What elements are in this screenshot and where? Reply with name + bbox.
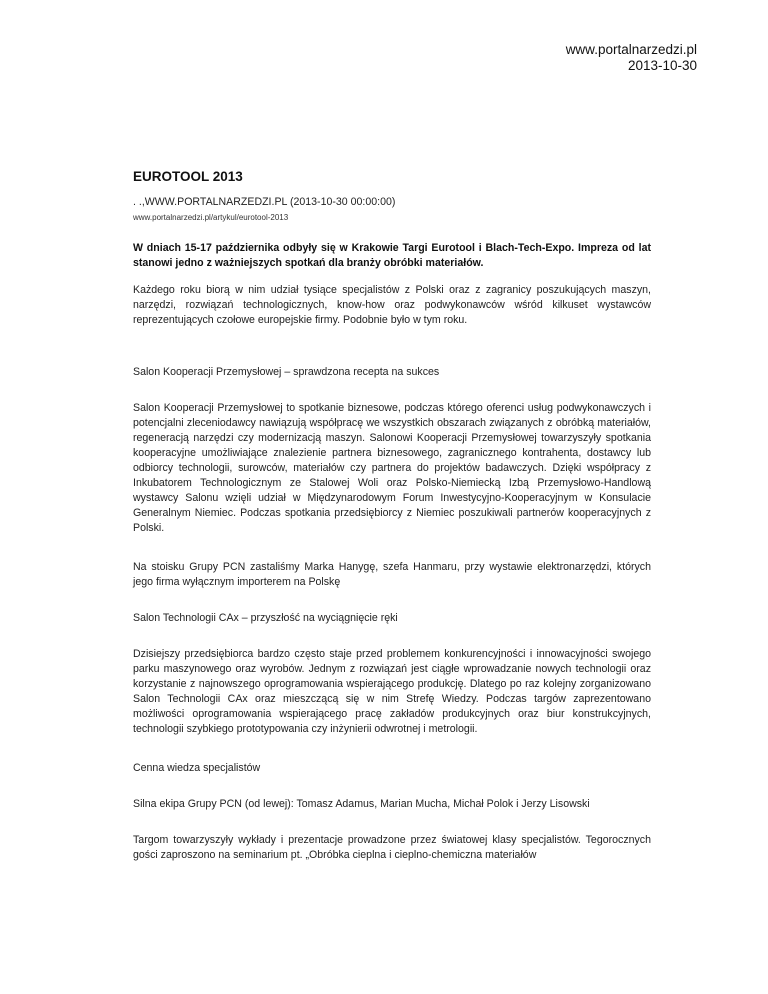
paragraph-6: Targom towarzyszyły wykłady i prezentacje prowadzone przez światowej klasy specjalistów. Tegorocznych gości zaproszono na seminarium pt. „Obróbka cieplna i cieplno-chemiczna materiałów — [133, 834, 651, 861]
header-site: www.portalnarzedzi.pl — [565, 42, 697, 57]
header-date: 2013-10-30 — [627, 58, 697, 73]
article-title: EUROTOOL 2013 — [133, 169, 243, 184]
section-heading-cax: Salon Technologii CAx – przyszłość na wyciągnięcie ręki — [133, 612, 398, 624]
article-lead: W dniach 15-17 października odbyły się w Krakowie Targi Eurotool i Blach-Tech-Expo. Impreza od lat stanowi jedno z ważniejszych spotkań dla branży obróbki materiałów. — [133, 242, 651, 269]
paragraph-5: Silna ekipa Grupy PCN (od lewej): Tomasz Adamus, Marian Mucha, Michał Polok i Jerzy Lisowski — [133, 798, 590, 810]
paragraph-2: Salon Kooperacji Przemysłowej to spotkanie biznesowe, podczas którego oferenci usług podwykonawczych i potencjalni zleceniodawcy nawiązują współpracę we wszystkich obszarach związanych z obróbką materiałów, regeneracją narzędzi czy modernizacją maszyn. Salonowi Kooperacji Przemysłowej towarzyszyły spotkania kooperacyjne umożliwiające znalezienie partnera biznesowego, zagranicznego kontrahenta, dostawcy lub odbiorcy technologii, surowców, materiałów czy partnera do projektów badawczych. Dzięki współpracy z Inkubatorem Technologicznym ze Stalowej Woli oraz Polsko-Niemiecką Izbą Przemysłowo-Handlową wystawcy Salonu wzięli udział w Międzynarodowym Forum Inwestycyjno-Kooperacyjnym w Konsulacie Generalnym Niemiec. Podczas spotkania przedsiębiorcy z Niemiec poszukiwali partnerów kooperacyjnych z Polski. — [133, 402, 651, 534]
paragraph-4: Dzisiejszy przedsiębiorca bardzo często staje przed problemem konkurencyjności i innowacyjności swojego parku maszynowego oraz wyrobów. Jednym z rozwiązań jest ciągłe wprowadzanie nowych technologii oraz korzystanie z najnowszego oprogramowania wspierającego produkcję. Dlatego po raz kolejny zorganizowano Salon Technologii CAx oraz mieszczącą się w nim Strefę Wiedzy. Podczas targów zaprezentowano możliwości oprogramowania wspierającego pracę zakładów produkcyjnych oraz biur konstrukcyjnych, technologii szybkiego prototypowania czy inżynierii odwrotnej i metrologii. — [133, 648, 651, 735]
paragraph-1: Każdego roku biorą w nim udział tysiące specjalistów z Polski oraz z zagranicy poszukujących maszyn, narzędzi, rozwiązań technologicznych, know-how oraz podwykonawców wśród kilkuset wystawców reprezentujących czołowe europejskie firmy. Podobnie było w tym roku. — [133, 284, 651, 326]
article-url: www.portalnarzedzi.pl/artykul/eurotool-2013 — [133, 213, 289, 222]
paragraph-3: Na stoisku Grupy PCN zastaliśmy Marka Hanygę, szefa Hanmaru, przy wystawie elektronarzędzi, których jego firma wyłącznym importerem na Polskę — [133, 561, 651, 588]
section-heading-kooperacja: Salon Kooperacji Przemysłowej – sprawdzona recepta na sukces — [133, 366, 440, 378]
article-source-line: . .,WWW.PORTALNARZEDZI.PL (2013-10-30 00:00:00) — [133, 196, 396, 208]
page-header — [566, 42, 697, 74]
article-body — [133, 168, 651, 887]
section-heading-wiedza: Cenna wiedza specjalistów — [133, 762, 261, 774]
